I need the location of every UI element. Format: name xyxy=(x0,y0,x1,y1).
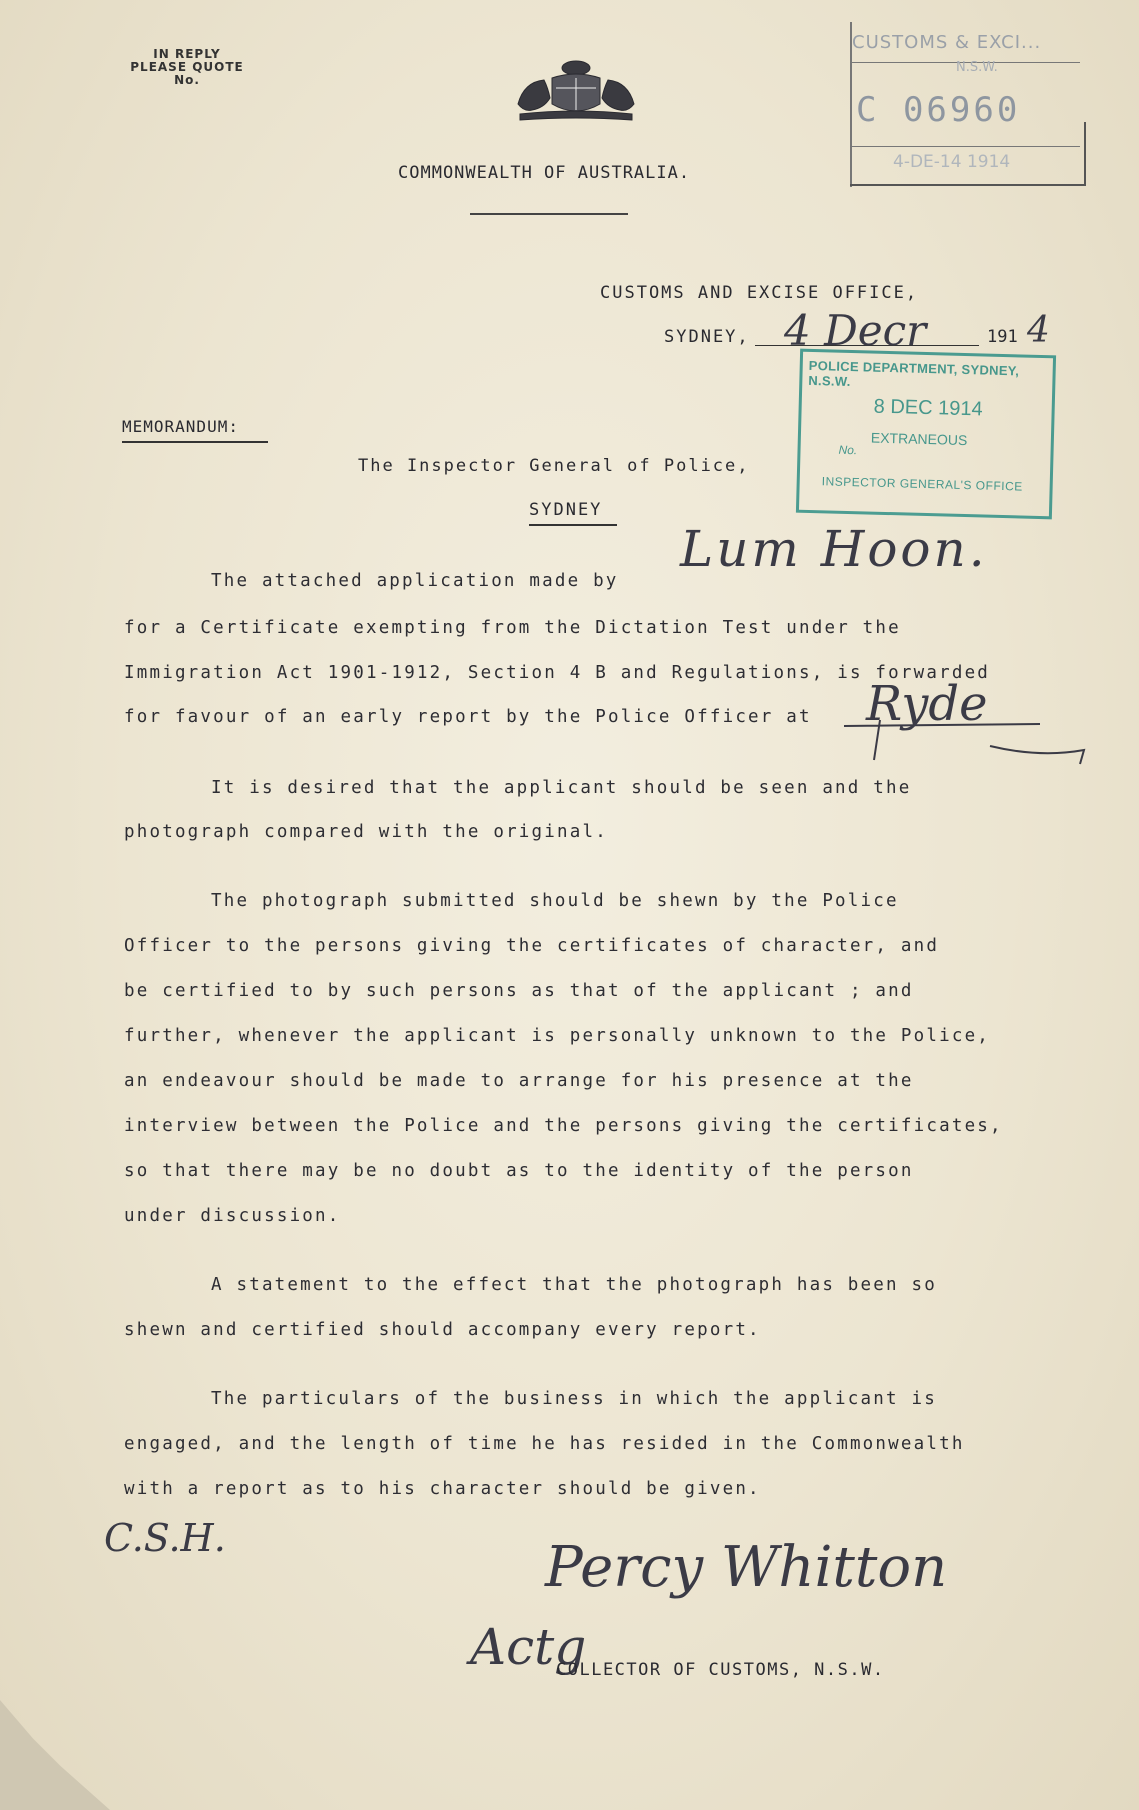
commonwealth-heading: COMMONWEALTH OF AUSTRALIA. xyxy=(398,163,691,183)
handwritten-flourish xyxy=(840,718,1090,768)
office-name: CUSTOMS AND EXCISE OFFICE, xyxy=(600,283,919,303)
paragraph-2-line-2: photograph compared with the original. xyxy=(124,822,608,842)
handwritten-applicant-name: Lum Hoon. xyxy=(680,520,988,578)
printed-year: 191 xyxy=(987,327,1018,347)
police-department-stamp xyxy=(796,349,1056,520)
customs-stamp-date: 4-DE-14 1914 xyxy=(893,152,1011,172)
paragraph-1-line-1: The attached application made by xyxy=(211,571,619,591)
paragraph-5-line-2: engaged, and the length of time he has resided in the Commonwealth xyxy=(124,1434,965,1454)
paragraph-4-line-2: shewn and certified should accompany every report. xyxy=(124,1320,761,1340)
paragraph-3-line-5: an endeavour should be made to arrange for his presence at the xyxy=(124,1071,914,1091)
police-stamp-office: INSPECTOR GENERAL'S OFFICE xyxy=(821,474,1023,494)
paragraph-4-line-1: A statement to the effect that the photograph has been so xyxy=(211,1275,937,1295)
reply-line-3: No. xyxy=(174,73,200,87)
collector-title: COLLECTOR OF CUSTOMS, N.S.W. xyxy=(556,1660,885,1680)
handwritten-place: Ryde xyxy=(866,676,988,732)
handwritten-signature: Percy Whitton xyxy=(545,1535,948,1600)
coat-of-arms-icon xyxy=(508,58,644,124)
reply-quote-block xyxy=(112,48,262,87)
police-stamp-type: EXTRANEOUS xyxy=(870,429,968,449)
addressee-city-rule xyxy=(529,524,617,526)
customs-stamp-number: C 06960 xyxy=(856,90,1021,130)
paragraph-1-line-2: for a Certificate exempting from the Dictation Test under the xyxy=(124,618,901,638)
handwritten-date: 4 Decr xyxy=(784,306,927,355)
police-stamp-date: 8 DEC 1914 xyxy=(873,395,983,421)
paragraph-5-line-1: The particulars of the business in which the applicant is xyxy=(211,1389,937,1409)
police-stamp-title: POLICE DEPARTMENT, SYDNEY, N.S.W. xyxy=(808,357,1020,390)
handwritten-initials: C.S.H. xyxy=(104,1516,226,1560)
reply-line-1: IN REPLY xyxy=(153,47,221,61)
handwritten-year: 4 xyxy=(1027,310,1050,351)
paragraph-3-line-3: be certified to by such persons as that of the applicant ; and xyxy=(124,981,914,1001)
customs-stamp-title: CUSTOMS & EXCI... xyxy=(852,32,1042,53)
police-stamp-no: No. xyxy=(838,442,858,458)
paragraph-3-line-2: Officer to the persons giving the certificates of character, and xyxy=(124,936,940,956)
handwritten-actg: Actg xyxy=(470,1618,587,1676)
heading-rule xyxy=(470,213,628,215)
paragraph-1-line-4: for favour of an early report by the Police Officer at xyxy=(124,707,812,727)
reply-line-2: PLEASE QUOTE xyxy=(130,60,244,74)
customs-received-stamp xyxy=(838,22,1086,200)
paragraph-5-line-3: with a report as to his character should be given. xyxy=(124,1479,761,1499)
memorandum-rule xyxy=(122,441,268,443)
paragraph-3-line-4: further, whenever the applicant is personally unknown to the Police, xyxy=(124,1026,991,1046)
paragraph-3-line-6: interview between the Police and the persons giving the certificates, xyxy=(124,1116,1003,1136)
addressee: The Inspector General of Police, xyxy=(358,456,750,476)
memorandum-label: MEMORANDUM: xyxy=(122,417,239,436)
addressee-city: SYDNEY xyxy=(529,500,603,520)
torn-corner xyxy=(0,1700,110,1810)
paragraph-3-line-8: under discussion. xyxy=(124,1206,341,1226)
paragraph-2-line-1: It is desired that the applicant should be seen and the xyxy=(211,778,912,798)
paragraph-3-line-7: so that there may be no doubt as to the identity of the person xyxy=(124,1161,914,1181)
customs-stamp-state: N.S.W. xyxy=(956,60,998,75)
paragraph-3-line-1: The photograph submitted should be shewn by the Police xyxy=(211,891,899,911)
paragraph-1-line-3: Immigration Act 1901-1912, Section 4 B and Regulations, is forwarded xyxy=(124,663,991,683)
office-city: SYDNEY, xyxy=(664,327,750,347)
